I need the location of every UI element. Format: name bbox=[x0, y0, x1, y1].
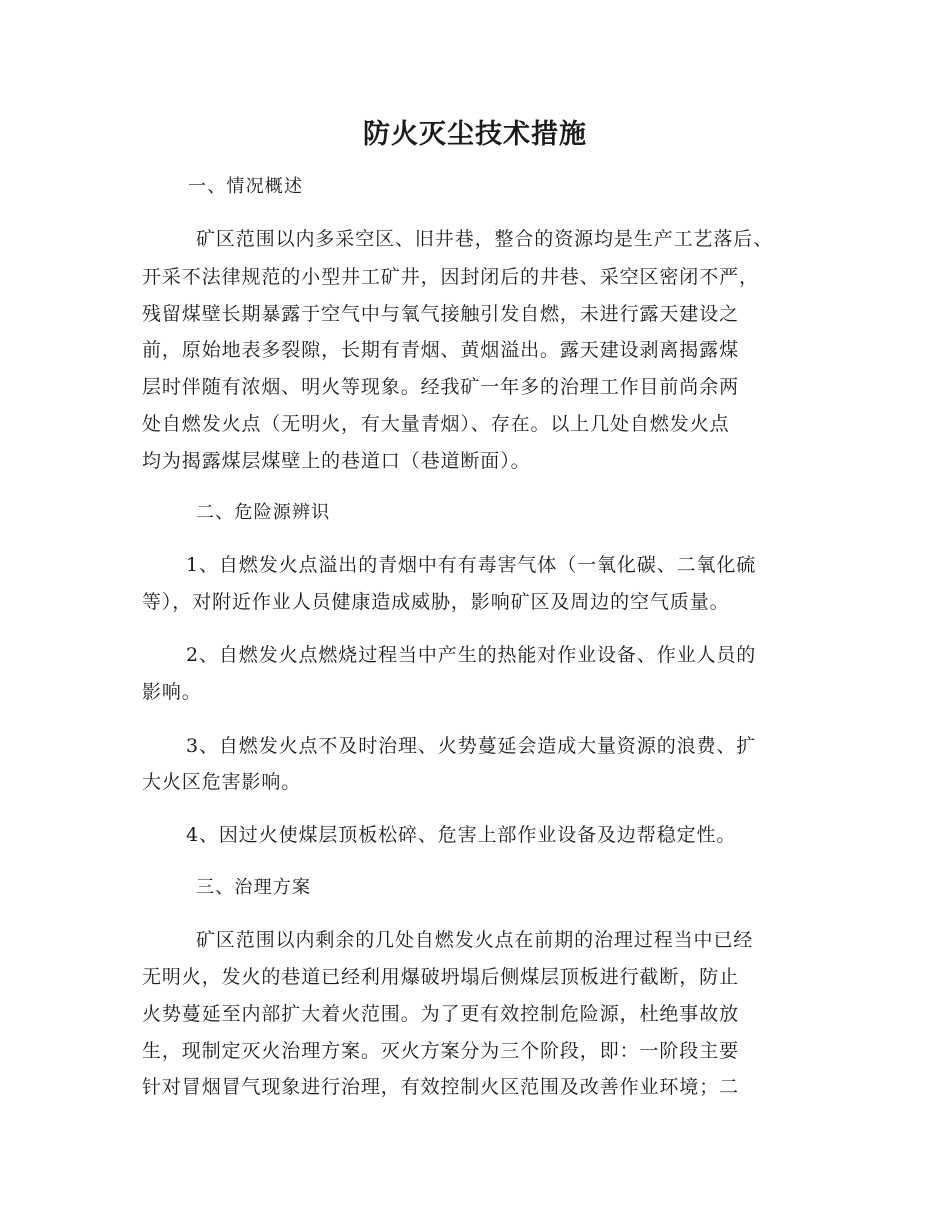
section3-heading: 三、治理方案 bbox=[196, 877, 312, 898]
section2-heading: 二、危险源辨识 bbox=[196, 502, 331, 523]
section2-item4-line-1: 4、因过火使煤层顶板松碎、危害上部作业设备及边帮稳定性。 bbox=[186, 824, 737, 846]
section2-item3-line-1: 3、自燃发火点不及时治理、火势蔓延会造成大量资源的浪费、扩 bbox=[186, 735, 757, 757]
section1-line-7: 均为揭露煤层煤壁上的巷道口（巷道断面）。 bbox=[142, 450, 531, 472]
section2-item2-line-1: 2、自燃发火点燃烧过程当中产生的热能对作业设备、作业人员的 bbox=[186, 644, 757, 666]
section3-line-5: 针对冒烟冒气现象进行治理，有效控制火区范围及改善作业环境；二 bbox=[142, 1076, 740, 1098]
section1-line-1: 矿区范围以内多采空区、旧井巷，整合的资源均是生产工艺落后、 bbox=[196, 228, 774, 250]
section1-line-2: 开采不法律规范的小型井工矿井，因封闭后的井巷、采空区密闭不严， bbox=[142, 266, 759, 288]
section1-line-6: 处自燃发火点（无明火，有大量青烟）、存在。以上几处自燃发火点 bbox=[142, 413, 730, 435]
document-title: 防火灭尘技术措施 bbox=[363, 119, 587, 150]
section1-line-4: 前，原始地表多裂隙，长期有青烟、黄烟溢出。露天建设剥离揭露煤 bbox=[142, 339, 740, 361]
section2-item1-line-1: 1、自燃发火点溢出的青烟中有有毒害气体（一氧化碳、二氧化硫 bbox=[186, 554, 757, 576]
section1-heading: 一、情况概述 bbox=[188, 176, 304, 197]
section3-line-1: 矿区范围以内剩余的几处自燃发火点在前期的治理过程当中已经 bbox=[196, 929, 754, 951]
section3-line-4: 生，现制定灭火治理方案。灭火方案分为三个阶段，即：一阶段主要 bbox=[142, 1040, 740, 1062]
section3-line-2: 无明火，发火的巷道已经利用爆破坍塌后侧煤层顶板进行截断，防止 bbox=[142, 966, 740, 988]
section1-line-5: 层时伴随有浓烟、明火等现象。经我矿一年多的治理工作目前尚余两 bbox=[142, 376, 740, 398]
section2-item3-line-2: 大火区危害影响。 bbox=[142, 771, 302, 793]
section1-line-3: 残留煤壁长期暴露于空气中与氧气接触引发自燃，未进行露天建设之 bbox=[142, 303, 740, 325]
section3-line-3: 火势蔓延至内部扩大着火范围。为了更有效控制危险源，杜绝事故放 bbox=[142, 1003, 740, 1025]
section2-item1-line-2: 等），对附近作业人员健康造成威胁，影响矿区及周边的空气质量。 bbox=[142, 591, 730, 613]
section2-item2-line-2: 影响。 bbox=[142, 681, 202, 703]
